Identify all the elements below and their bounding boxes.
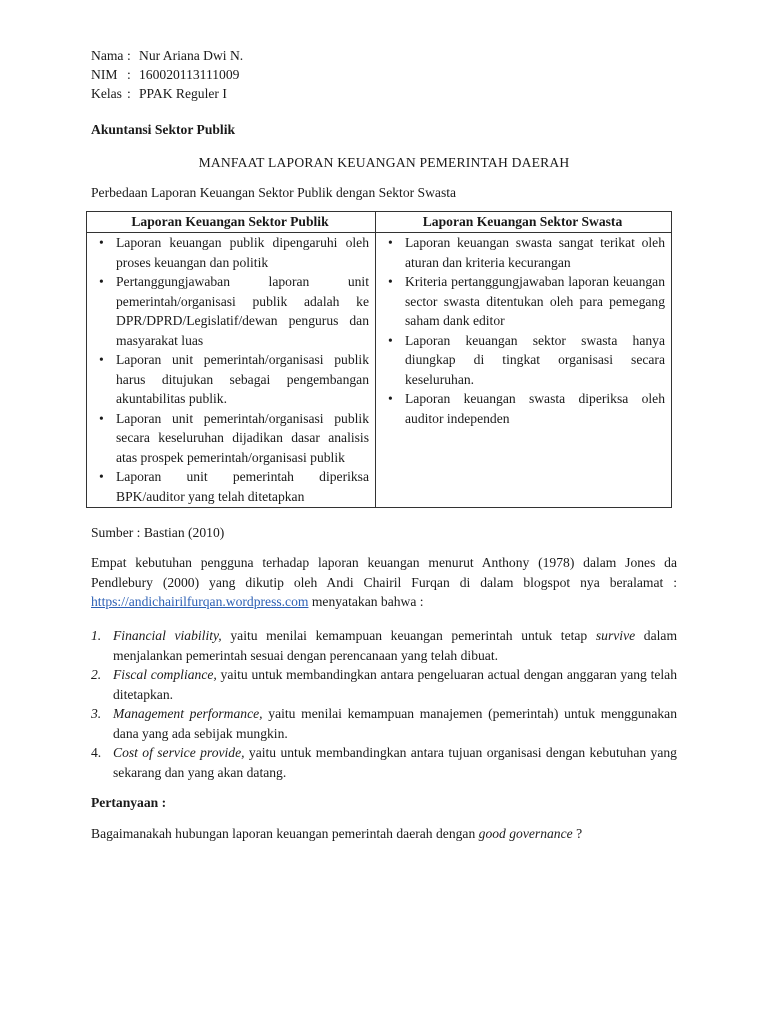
question-end: ?	[576, 826, 583, 841]
needs-paragraph	[91, 553, 677, 612]
blog-link[interactable]: https://andichairilfurqan.wordpress.com	[91, 594, 309, 609]
comparison-table	[86, 211, 672, 508]
item-term: Cost of service provide,	[113, 745, 245, 760]
item-term: Fiscal compliance,	[113, 667, 217, 682]
meta-label: NIM	[91, 67, 118, 82]
meta-value-name: Nur Ariana Dwi N.	[139, 48, 244, 63]
list-item	[91, 626, 677, 665]
list-item: • Pertanggungjawaban laporan unit pemerintah/organisasi publik adalah ke DPR/DPRD/Legislatif/dewan pengurus dan masyarakat luas	[99, 274, 369, 348]
item-text: yaitu untuk membandingkan antara pengeluaran actual dengan anggaran yang telah ditetapkan.	[113, 667, 677, 702]
course-heading: Akuntansi Sektor Publik	[91, 122, 236, 137]
list-item: • Laporan unit pemerintah diperiksa BPK/auditor yang telah ditetapkan	[99, 469, 369, 504]
item-term: Management performance,	[113, 706, 263, 721]
meta-colon: :	[127, 48, 131, 63]
bullet-icon: •	[99, 235, 104, 250]
item-text: yaitu menilai kemampuan manajemen (pemerintah) untuk menggunakan dana yang ada sebijak mungkin.	[113, 706, 677, 741]
list-item: • Kriteria pertanggungjawaban laporan keuangan sector swasta ditentukan oleh para pemegang saham dank editor	[388, 274, 665, 328]
bullet-icon: •	[388, 332, 393, 348]
list-item: • Laporan unit pemerintah/organisasi publik secara keseluruhan dijadikan dasar analisis atas prospek pemerintah/organisasi publik	[99, 410, 369, 465]
private-cell	[376, 233, 672, 508]
bullet-icon: •	[388, 235, 393, 250]
list-item	[91, 743, 677, 782]
list-item: • Laporan keuangan sektor swasta hanya diungkap di tingkat organisasi secara keseluruhan.	[388, 332, 665, 387]
item-text: yaitu untuk membandingkan antara tujuan organisasi dengan kebutuhan yang sekarang dan yang akan datang.	[113, 745, 677, 780]
bullet-icon: •	[99, 469, 104, 484]
table-intro: Perbedaan Laporan Keuangan Sektor Publik dengan Sektor Swasta	[91, 185, 457, 200]
list-item	[91, 704, 677, 743]
table-header-row	[87, 212, 672, 233]
item-number: 1.	[91, 628, 102, 643]
source-caption: Sumber : Bastian (2010)	[91, 525, 225, 540]
list-item: • Laporan keuangan swasta diperiksa oleh auditor independen	[388, 391, 665, 426]
item-term: Financial viability,	[113, 628, 222, 643]
meta-colon: :	[127, 86, 131, 101]
bullet-icon: •	[388, 391, 393, 406]
needs-list	[91, 626, 677, 782]
meta-label: Nama	[91, 48, 124, 63]
question-italic: good governance	[478, 826, 573, 841]
table-row	[87, 233, 672, 508]
column-header-private: Laporan Keuangan Sektor Swasta	[376, 212, 672, 233]
meta-value-class: PPAK Reguler I	[139, 86, 227, 101]
question-heading: Pertanyaan :	[91, 795, 167, 810]
bullet-icon: •	[99, 410, 104, 426]
bullet-icon: •	[99, 352, 104, 367]
paragraph-text-end: menyatakan bahwa :	[311, 594, 424, 609]
item-number: 3.	[91, 706, 102, 721]
meta-label: Kelas	[91, 86, 122, 101]
item-number: 2.	[91, 667, 102, 682]
list-item: • Laporan keuangan swasta sangat terikat oleh aturan dan kriteria kecurangan	[388, 235, 665, 270]
item-text: yaitu menilai kemampuan keuangan pemerintah untuk tetap	[230, 628, 588, 643]
list-item: • Laporan unit pemerintah/organisasi publik harus ditujukan sebagai pengembangan akuntabilitas publik.	[99, 352, 369, 406]
column-header-public: Laporan Keuangan Sektor Publik	[87, 212, 376, 233]
item-number: 4.	[91, 745, 102, 760]
public-cell	[87, 233, 376, 508]
bullet-icon: •	[99, 274, 104, 289]
list-item	[91, 665, 677, 704]
paragraph-text: Empat kebutuhan pengguna terhadap laporan keuangan menurut Anthony (1978) dalam Jones da Pendlebury (2000) yang dikutip oleh Andi Chairil Furqan di dalam blogspot nya beralamat :	[91, 555, 677, 590]
list-item: • Laporan keuangan publik dipengaruhi oleh proses keuangan dan politik	[99, 235, 369, 270]
public-list	[91, 233, 369, 506]
private-list	[380, 233, 665, 428]
bullet-icon: •	[388, 274, 393, 289]
meta-colon: :	[127, 67, 131, 82]
meta-value-nim: 160020113111009	[139, 67, 240, 82]
question-text	[91, 824, 677, 844]
item-italic: survive	[595, 628, 636, 643]
item-rest: dalam menjalankan pemerintah sesuai dengan perencanaan yang telah dibuat.	[113, 628, 678, 663]
page-title: MANFAAT LAPORAN KEUANGAN PEMERINTAH DAERAH	[198, 155, 570, 170]
question-body: Bagaimanakah hubungan laporan keuangan pemerintah daerah dengan	[91, 826, 476, 841]
